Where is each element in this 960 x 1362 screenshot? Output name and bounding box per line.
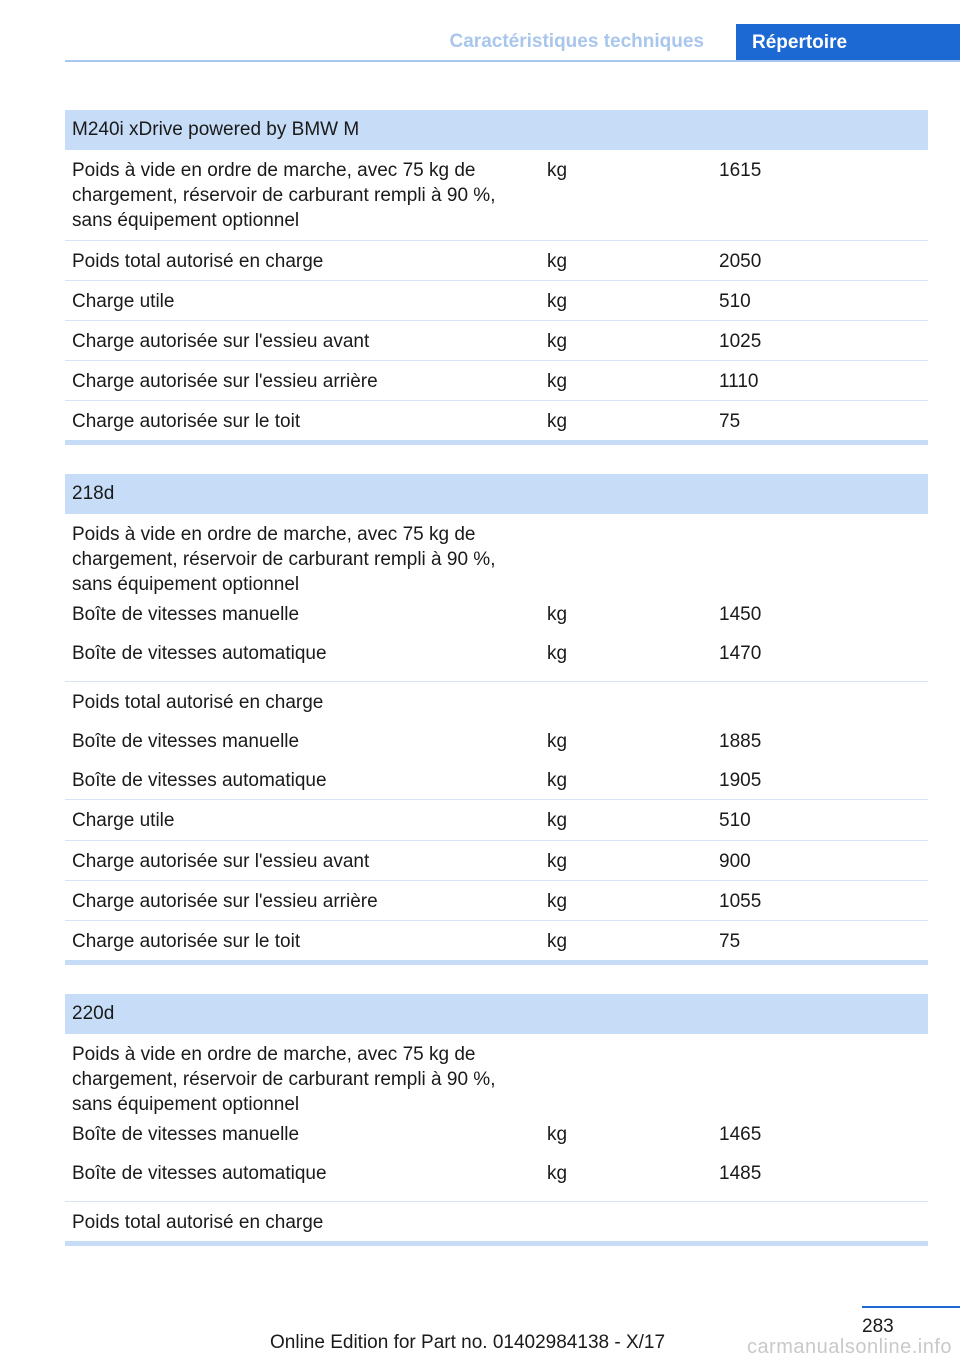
table-row (65, 1034, 928, 1122)
table-row (65, 920, 928, 960)
table-row (65, 280, 928, 320)
table-row (65, 514, 928, 602)
row-unit: kg (547, 160, 568, 181)
row-label: Poids à vide en ordre de marche, avec 75 kg de chargement, réservoir de carburant rempli à 90 %, sans équipement optionnel (72, 524, 496, 595)
row-value: 1905 (719, 770, 762, 791)
row-value: 1025 (719, 331, 762, 352)
row-unit: kg (547, 643, 568, 664)
row-label: Charge autorisée sur l'essieu avant (72, 851, 370, 872)
row-unit: kg (547, 1124, 568, 1145)
table-row (65, 240, 928, 280)
row-label: Charge autorisée sur l'essieu arrière (72, 371, 378, 392)
row-value: 1885 (719, 731, 762, 752)
table-row (65, 880, 928, 920)
table-m240i (65, 110, 928, 445)
table-218d (65, 474, 928, 965)
table-row (65, 641, 928, 681)
table-title: 220d (65, 994, 928, 1034)
row-label: Charge autorisée sur l'essieu avant (72, 331, 370, 352)
row-unit: kg (547, 251, 568, 272)
table-row (65, 400, 928, 440)
row-label: Charge utile (72, 291, 175, 312)
table-220d (65, 994, 928, 1246)
table-row (65, 721, 928, 760)
row-label: Poids à vide en ordre de marche, avec 75 kg de chargement, réservoir de carburant rempli à 90 %, sans équipement optionnel (72, 1044, 496, 1115)
table-row (65, 1122, 928, 1161)
row-label: Charge autorisée sur le toit (72, 411, 301, 432)
header-rule (65, 60, 960, 62)
table-end-rule (65, 440, 928, 445)
row-value: 1615 (719, 160, 762, 181)
page-number: 283 (862, 1316, 894, 1337)
row-unit: kg (547, 331, 568, 352)
row-value: 75 (719, 411, 741, 432)
watermark: carmanualsonline.info (746, 1336, 952, 1358)
row-unit: kg (547, 770, 568, 791)
row-unit: kg (547, 291, 568, 312)
row-label: Boîte de vitesses manuelle (72, 1124, 300, 1145)
row-label: Charge autorisée sur l'essieu arrière (72, 891, 378, 912)
table-title: 218d (65, 474, 928, 514)
row-unit: kg (547, 731, 568, 752)
table-row (65, 320, 928, 360)
row-value: 1450 (719, 604, 762, 625)
table-row (65, 150, 928, 240)
row-unit: kg (547, 1163, 568, 1184)
row-label: Boîte de vitesses manuelle (72, 604, 300, 625)
row-label: Charge utile (72, 810, 175, 831)
row-label: Boîte de vitesses automatique (72, 1163, 327, 1184)
row-value: 1465 (719, 1124, 762, 1145)
edition-note: Online Edition for Part no. 01402984138 - X/17 (270, 1332, 666, 1353)
row-label: Poids à vide en ordre de marche, avec 75 kg de chargement, réservoir de carburant rempli à 90 %, sans équipement optionnel (72, 160, 496, 231)
table-row (65, 799, 928, 840)
section-tab[interactable]: Caractéristiques techniques (449, 31, 704, 52)
row-label: Boîte de vitesses automatique (72, 770, 327, 791)
table-row (65, 1201, 928, 1241)
row-value: 1055 (719, 891, 762, 912)
table-title: M240i xDrive powered by BMW M (65, 110, 928, 150)
row-value: 510 (719, 291, 751, 312)
table-end-rule (65, 1241, 928, 1246)
row-unit: kg (547, 604, 568, 625)
row-label: Poids total autorisé en charge (72, 251, 324, 272)
row-unit: kg (547, 851, 568, 872)
table-row (65, 1161, 928, 1201)
row-unit: kg (547, 371, 568, 392)
row-unit: kg (547, 931, 568, 952)
row-unit: kg (547, 411, 568, 432)
row-value: 1470 (719, 643, 762, 664)
table-row (65, 840, 928, 880)
row-value: 510 (719, 810, 751, 831)
table-row (65, 602, 928, 641)
table-row (65, 681, 928, 721)
table-row (65, 760, 928, 799)
row-value: 900 (719, 851, 751, 872)
table-row (65, 360, 928, 400)
row-label: Poids total autorisé en charge (72, 1212, 324, 1233)
row-label: Boîte de vitesses automatique (72, 643, 327, 664)
page-number-rule (862, 1306, 960, 1308)
row-value: 75 (719, 931, 741, 952)
table-end-rule (65, 960, 928, 965)
row-label: Charge autorisée sur le toit (72, 931, 301, 952)
row-unit: kg (547, 891, 568, 912)
row-value: 2050 (719, 251, 762, 272)
row-label: Poids total autorisé en charge (72, 692, 324, 713)
row-unit: kg (547, 810, 568, 831)
row-value: 1110 (719, 371, 759, 392)
active-tab-repertoire[interactable]: Répertoire (736, 24, 960, 62)
row-label: Boîte de vitesses manuelle (72, 731, 300, 752)
row-value: 1485 (719, 1163, 762, 1184)
